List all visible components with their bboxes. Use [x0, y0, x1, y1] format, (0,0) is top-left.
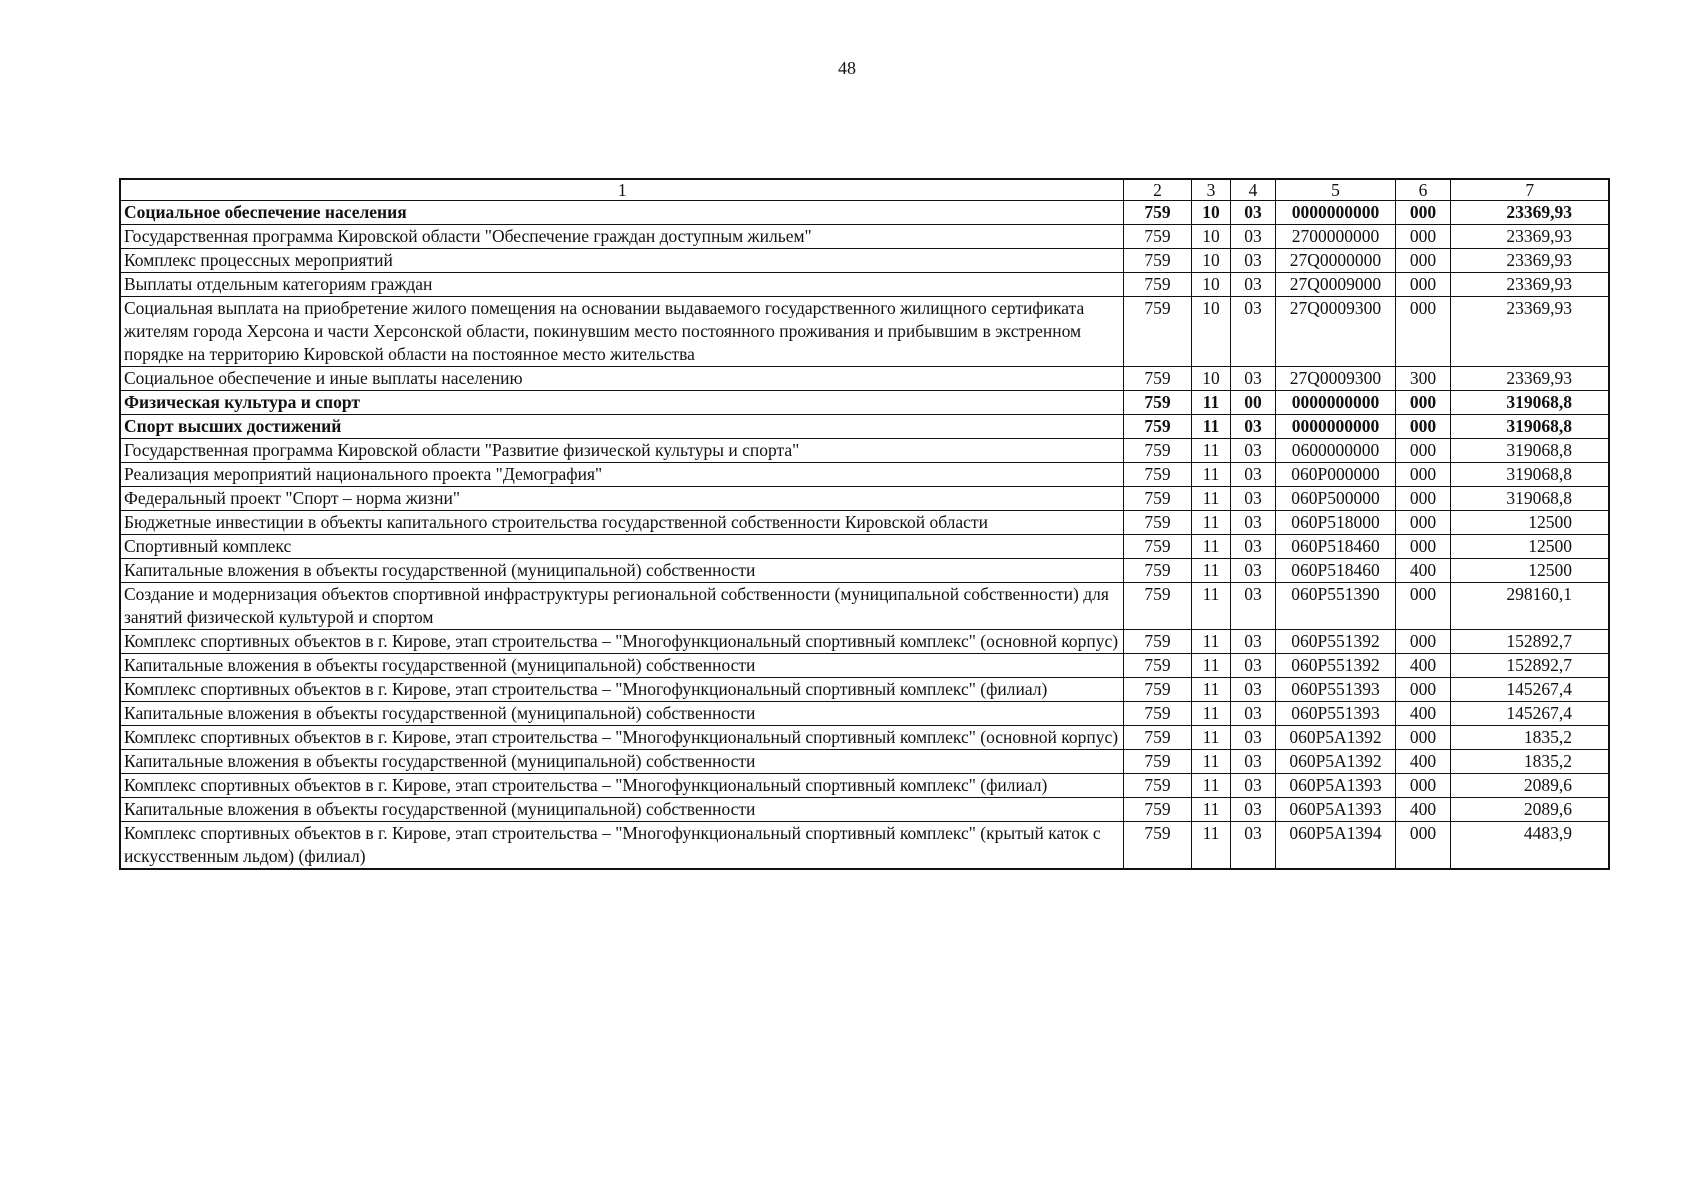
table-row — [120, 798, 1609, 822]
admin-code-cell: 759 — [1123, 750, 1191, 774]
table-row — [120, 297, 1609, 367]
target-article-cell: 27Q0000000 — [1275, 249, 1395, 273]
expense-type-cell: 000 — [1395, 225, 1450, 249]
table-row — [120, 702, 1609, 726]
subsection-cell: 03 — [1230, 415, 1275, 439]
expense-type-cell: 000 — [1395, 297, 1450, 367]
expense-type-cell: 400 — [1395, 559, 1450, 583]
target-article-cell: 060P551393 — [1275, 702, 1395, 726]
subsection-cell: 03 — [1230, 249, 1275, 273]
row-name-cell: Социальное обеспечение и иные выплаты населению — [120, 367, 1123, 391]
subsection-cell: 03 — [1230, 535, 1275, 559]
amount-cell: 23369,93 — [1450, 225, 1609, 249]
target-article-cell: 060P5A1393 — [1275, 774, 1395, 798]
amount-cell: 12500 — [1450, 535, 1609, 559]
target-article-cell: 060P5A1393 — [1275, 798, 1395, 822]
row-name-cell: Комплекс спортивных объектов в г. Кирове, этап строительства – "Многофункциональный спортивный комплекс" (основной корпус) — [120, 726, 1123, 750]
column-header: 5 — [1275, 179, 1395, 201]
expense-type-cell: 400 — [1395, 750, 1450, 774]
column-header: 1 — [120, 179, 1123, 201]
admin-code-cell: 759 — [1123, 367, 1191, 391]
section-cell: 11 — [1191, 798, 1230, 822]
admin-code-cell: 759 — [1123, 273, 1191, 297]
subsection-cell: 03 — [1230, 201, 1275, 225]
admin-code-cell: 759 — [1123, 463, 1191, 487]
table-row — [120, 678, 1609, 702]
row-name-cell: Комплекс спортивных объектов в г. Кирове, этап строительства – "Многофункциональный спортивный комплекс" (филиал) — [120, 774, 1123, 798]
table-row — [120, 367, 1609, 391]
admin-code-cell: 759 — [1123, 798, 1191, 822]
admin-code-cell: 759 — [1123, 415, 1191, 439]
section-cell: 11 — [1191, 391, 1230, 415]
amount-cell: 319068,8 — [1450, 487, 1609, 511]
amount-cell: 152892,7 — [1450, 654, 1609, 678]
admin-code-cell: 759 — [1123, 726, 1191, 750]
admin-code-cell: 759 — [1123, 559, 1191, 583]
section-cell: 11 — [1191, 583, 1230, 630]
expense-type-cell: 400 — [1395, 702, 1450, 726]
table-row — [120, 487, 1609, 511]
subsection-cell: 03 — [1230, 487, 1275, 511]
target-article-cell: 060P518460 — [1275, 559, 1395, 583]
column-header: 7 — [1450, 179, 1609, 201]
expense-type-cell: 400 — [1395, 654, 1450, 678]
column-header: 4 — [1230, 179, 1275, 201]
amount-cell: 319068,8 — [1450, 391, 1609, 415]
subsection-cell: 03 — [1230, 367, 1275, 391]
subsection-cell: 03 — [1230, 822, 1275, 870]
row-name-cell: Комплекс спортивных объектов в г. Кирове, этап строительства – "Многофункциональный спортивный комплекс" (филиал) — [120, 678, 1123, 702]
row-name-cell: Социальное обеспечение населения — [120, 201, 1123, 225]
row-name-cell: Государственная программа Кировской области "Обеспечение граждан доступным жильем" — [120, 225, 1123, 249]
column-header: 6 — [1395, 179, 1450, 201]
column-header: 2 — [1123, 179, 1191, 201]
section-cell: 10 — [1191, 225, 1230, 249]
section-cell: 11 — [1191, 439, 1230, 463]
target-article-cell: 2700000000 — [1275, 225, 1395, 249]
target-article-cell: 060P551392 — [1275, 630, 1395, 654]
row-name-cell: Комплекс спортивных объектов в г. Кирове, этап строительства – "Многофункциональный спортивный комплекс" (крытый каток с искусственным льдом) (филиал) — [120, 822, 1123, 870]
page-number: 48 — [838, 58, 856, 78]
row-name-cell: Социальная выплата на приобретение жилого помещения на основании выдаваемого государственного жилищного сертификата жителям города Херсона и части Херсонской области, покинувшим место постоянного проживания и прибывшим в экстренном порядке на территорию Кировской области на постоянное место жительства — [120, 297, 1123, 367]
section-cell: 11 — [1191, 774, 1230, 798]
table-row — [120, 726, 1609, 750]
admin-code-cell: 759 — [1123, 630, 1191, 654]
admin-code-cell: 759 — [1123, 822, 1191, 870]
subsection-cell: 03 — [1230, 463, 1275, 487]
row-name-cell: Капитальные вложения в объекты государственной (муниципальной) собственности — [120, 798, 1123, 822]
row-name-cell: Комплекс процессных мероприятий — [120, 249, 1123, 273]
subsection-cell: 03 — [1230, 559, 1275, 583]
table-row — [120, 225, 1609, 249]
target-article-cell: 060P518460 — [1275, 535, 1395, 559]
row-name-cell: Спорт высших достижений — [120, 415, 1123, 439]
expense-type-cell: 300 — [1395, 367, 1450, 391]
target-article-cell: 060P5A1394 — [1275, 822, 1395, 870]
expense-type-cell: 400 — [1395, 798, 1450, 822]
section-cell: 10 — [1191, 201, 1230, 225]
expense-type-cell: 000 — [1395, 630, 1450, 654]
table-row — [120, 415, 1609, 439]
row-name-cell: Бюджетные инвестиции в объекты капитального строительства государственной собственности Кировской области — [120, 511, 1123, 535]
target-article-cell: 27Q0009300 — [1275, 297, 1395, 367]
column-header: 3 — [1191, 179, 1230, 201]
amount-cell: 2089,6 — [1450, 774, 1609, 798]
row-name-cell: Реализация мероприятий национального проекта "Демография" — [120, 463, 1123, 487]
target-article-cell: 0000000000 — [1275, 201, 1395, 225]
amount-cell: 298160,1 — [1450, 583, 1609, 630]
table-row — [120, 463, 1609, 487]
target-article-cell: 060P5A1392 — [1275, 750, 1395, 774]
expense-type-cell: 000 — [1395, 583, 1450, 630]
row-name-cell: Спортивный комплекс — [120, 535, 1123, 559]
section-cell: 10 — [1191, 367, 1230, 391]
subsection-cell: 03 — [1230, 798, 1275, 822]
table-body — [120, 201, 1609, 870]
section-cell: 11 — [1191, 463, 1230, 487]
target-article-cell: 060P518000 — [1275, 511, 1395, 535]
row-name-cell: Физическая культура и спорт — [120, 391, 1123, 415]
section-cell: 11 — [1191, 822, 1230, 870]
target-article-cell: 060P500000 — [1275, 487, 1395, 511]
expense-type-cell: 000 — [1395, 535, 1450, 559]
row-name-cell: Капитальные вложения в объекты государственной (муниципальной) собственности — [120, 702, 1123, 726]
subsection-cell: 03 — [1230, 726, 1275, 750]
subsection-cell: 03 — [1230, 439, 1275, 463]
admin-code-cell: 759 — [1123, 201, 1191, 225]
expense-type-cell: 000 — [1395, 487, 1450, 511]
section-cell: 11 — [1191, 654, 1230, 678]
section-cell: 11 — [1191, 678, 1230, 702]
target-article-cell: 0000000000 — [1275, 415, 1395, 439]
expense-type-cell: 000 — [1395, 415, 1450, 439]
amount-cell: 23369,93 — [1450, 273, 1609, 297]
table-row — [120, 750, 1609, 774]
expense-type-cell: 000 — [1395, 391, 1450, 415]
subsection-cell: 03 — [1230, 583, 1275, 630]
section-cell: 11 — [1191, 415, 1230, 439]
section-cell: 11 — [1191, 750, 1230, 774]
target-article-cell: 0600000000 — [1275, 439, 1395, 463]
admin-code-cell: 759 — [1123, 654, 1191, 678]
target-article-cell: 060P5A1392 — [1275, 726, 1395, 750]
budget-table — [119, 178, 1610, 870]
subsection-cell: 03 — [1230, 297, 1275, 367]
row-name-cell: Комплекс спортивных объектов в г. Кирове, этап строительства – "Многофункциональный спортивный комплекс" (основной корпус) — [120, 630, 1123, 654]
row-name-cell: Капитальные вложения в объекты государственной (муниципальной) собственности — [120, 654, 1123, 678]
section-cell: 11 — [1191, 511, 1230, 535]
subsection-cell: 03 — [1230, 702, 1275, 726]
table-row — [120, 654, 1609, 678]
admin-code-cell: 759 — [1123, 391, 1191, 415]
target-article-cell: 060P551393 — [1275, 678, 1395, 702]
expense-type-cell: 000 — [1395, 249, 1450, 273]
expense-type-cell: 000 — [1395, 201, 1450, 225]
subsection-cell: 03 — [1230, 750, 1275, 774]
amount-cell: 152892,7 — [1450, 630, 1609, 654]
amount-cell: 23369,93 — [1450, 297, 1609, 367]
table-row — [120, 630, 1609, 654]
target-article-cell: 0000000000 — [1275, 391, 1395, 415]
expense-type-cell: 000 — [1395, 726, 1450, 750]
admin-code-cell: 759 — [1123, 225, 1191, 249]
table-row — [120, 439, 1609, 463]
section-cell: 10 — [1191, 249, 1230, 273]
amount-cell: 319068,8 — [1450, 415, 1609, 439]
section-cell: 11 — [1191, 487, 1230, 511]
subsection-cell: 03 — [1230, 774, 1275, 798]
table-row — [120, 273, 1609, 297]
admin-code-cell: 759 — [1123, 702, 1191, 726]
subsection-cell: 03 — [1230, 273, 1275, 297]
section-cell: 11 — [1191, 535, 1230, 559]
target-article-cell: 060P551390 — [1275, 583, 1395, 630]
expense-type-cell: 000 — [1395, 463, 1450, 487]
expense-type-cell: 000 — [1395, 439, 1450, 463]
expense-type-cell: 000 — [1395, 511, 1450, 535]
subsection-cell: 03 — [1230, 511, 1275, 535]
admin-code-cell: 759 — [1123, 249, 1191, 273]
amount-cell: 23369,93 — [1450, 367, 1609, 391]
expense-type-cell: 000 — [1395, 678, 1450, 702]
table-row — [120, 822, 1609, 870]
admin-code-cell: 759 — [1123, 511, 1191, 535]
admin-code-cell: 759 — [1123, 535, 1191, 559]
amount-cell: 319068,8 — [1450, 439, 1609, 463]
section-cell: 11 — [1191, 702, 1230, 726]
amount-cell: 23369,93 — [1450, 201, 1609, 225]
target-article-cell: 27Q0009300 — [1275, 367, 1395, 391]
target-article-cell: 27Q0009000 — [1275, 273, 1395, 297]
admin-code-cell: 759 — [1123, 678, 1191, 702]
table-row — [120, 774, 1609, 798]
row-name-cell: Федеральный проект "Спорт – норма жизни" — [120, 487, 1123, 511]
section-cell: 11 — [1191, 559, 1230, 583]
target-article-cell: 060P551392 — [1275, 654, 1395, 678]
subsection-cell: 03 — [1230, 654, 1275, 678]
table-row — [120, 391, 1609, 415]
row-name-cell: Создание и модернизация объектов спортивной инфраструктуры региональной собственности (муниципальной собственности) для занятий физической культурой и спортом — [120, 583, 1123, 630]
amount-cell: 1835,2 — [1450, 750, 1609, 774]
section-cell: 11 — [1191, 630, 1230, 654]
row-name-cell: Капитальные вложения в объекты государственной (муниципальной) собственности — [120, 750, 1123, 774]
table-row — [120, 559, 1609, 583]
admin-code-cell: 759 — [1123, 774, 1191, 798]
amount-cell: 23369,93 — [1450, 249, 1609, 273]
subsection-cell: 00 — [1230, 391, 1275, 415]
amount-cell: 4483,9 — [1450, 822, 1609, 870]
amount-cell: 12500 — [1450, 559, 1609, 583]
amount-cell: 319068,8 — [1450, 463, 1609, 487]
amount-cell: 1835,2 — [1450, 726, 1609, 750]
row-name-cell: Капитальные вложения в объекты государственной (муниципальной) собственности — [120, 559, 1123, 583]
section-cell: 10 — [1191, 297, 1230, 367]
row-name-cell: Государственная программа Кировской области "Развитие физической культуры и спорта" — [120, 439, 1123, 463]
table-row — [120, 583, 1609, 630]
amount-cell: 145267,4 — [1450, 702, 1609, 726]
header-row — [120, 179, 1609, 201]
amount-cell: 12500 — [1450, 511, 1609, 535]
row-name-cell: Выплаты отдельным категориям граждан — [120, 273, 1123, 297]
section-cell: 10 — [1191, 273, 1230, 297]
table-row — [120, 201, 1609, 225]
admin-code-cell: 759 — [1123, 439, 1191, 463]
expense-type-cell: 000 — [1395, 273, 1450, 297]
section-cell: 11 — [1191, 726, 1230, 750]
table-row — [120, 535, 1609, 559]
amount-cell: 145267,4 — [1450, 678, 1609, 702]
table-row — [120, 249, 1609, 273]
target-article-cell: 060P000000 — [1275, 463, 1395, 487]
table-row — [120, 511, 1609, 535]
admin-code-cell: 759 — [1123, 297, 1191, 367]
subsection-cell: 03 — [1230, 630, 1275, 654]
expense-type-cell: 000 — [1395, 822, 1450, 870]
amount-cell: 2089,6 — [1450, 798, 1609, 822]
admin-code-cell: 759 — [1123, 487, 1191, 511]
admin-code-cell: 759 — [1123, 583, 1191, 630]
expense-type-cell: 000 — [1395, 774, 1450, 798]
subsection-cell: 03 — [1230, 678, 1275, 702]
subsection-cell: 03 — [1230, 225, 1275, 249]
